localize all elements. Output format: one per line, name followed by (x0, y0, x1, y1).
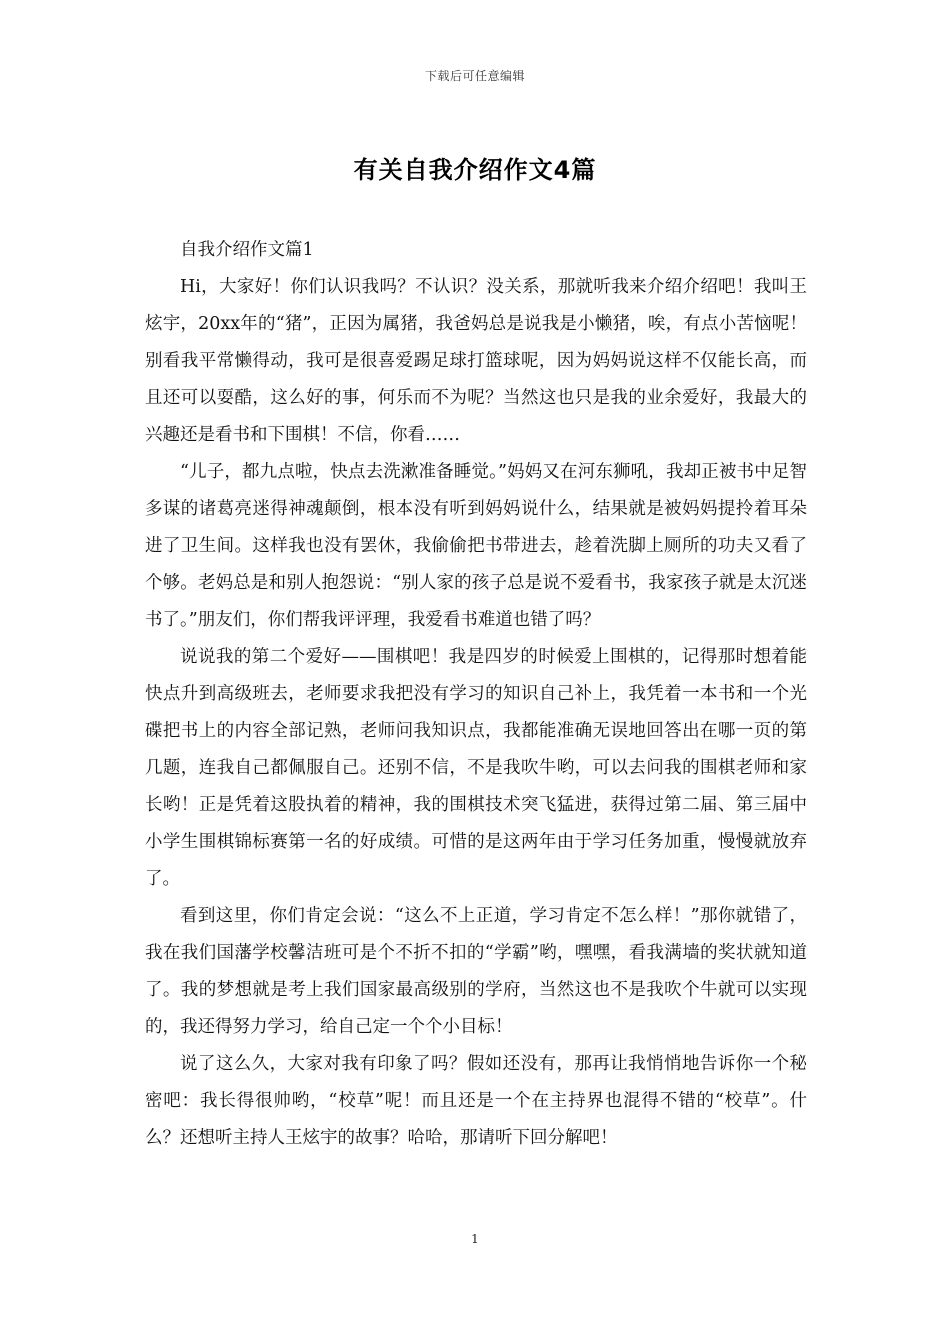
paragraph: 说了这么久，大家对我有印象了吗？假如还没有，那再让我悄悄地告诉你一个秘密吧：我长得很帅哟，“校草”呢！而且还是一个在主持界也混得不错的“校草”。什么？还想听主持人王炫宇的故事？哈哈，那请听下回分解吧！ (145, 1054, 807, 1148)
paragraph: Hi，大家好！你们认识我吗？不认识？没关系，那就听我来介绍介绍吧！我叫王炫宇，20xx年的“猪”，正因为属猪，我爸妈总是说我是小懒猪，唉，有点小苦恼呢！别看我平常懒得动，我可是很喜爱踢足球打篮球呢，因为妈妈说这样不仅能长高，而且还可以耍酷，这么好的事，何乐而不为呢？当然这也只是我的业余爱好，我最大的兴趣还是看书和下围棋！不信，你看…… (145, 277, 807, 445)
document-title: 有关自我介绍作文4篇 (353, 156, 597, 184)
paragraph: 说说我的第二个爱好——围棋吧！我是四岁的时候爱上围棋的，记得那时想着能快点升到高级班去，老师要求我把没有学习的知识自己补上，我凭着一本书和一个光碟把书上的内容全部记熟，老师问我知识点，我都能准确无误地回答出在哪一页的第几题，连我自己都佩服自己。还别不信，不是我吹牛哟，可以去问我的围棋老师和家长哟！正是凭着这股执着的精神，我的围棋技术突飞猛进，获得过第二届、第三届中小学生围棋锦标赛第一名的好成绩。可惜的是这两年由于学习任务加重，慢慢就放弃了。 (145, 647, 807, 889)
header-note: 下载后可任意编辑 (424, 69, 525, 83)
page-number: 1 (471, 1232, 479, 1246)
paragraph: “儿子，都九点啦，快点去洗漱准备睡觉。”妈妈又在河东狮吼，我却正被书中足智多谋的诸葛亮迷得神魂颠倒，根本没有听到妈妈说什么，结果就是被妈妈提拎着耳朵进了卫生间。这样我也没有罢休，我偷偷把书带进去，趁着洗脚上厕所的功夫又看了个够。老妈总是和别人抱怨说：“别人家的孩子总是说不爱看书，我家孩子就是太沉迷书了。”朋友们，你们帮我评评理，我爱看书难道也错了吗？ (145, 462, 807, 630)
section-heading: 自我介绍作文篇1 (180, 240, 314, 260)
paragraph: 看到这里，你们肯定会说：“这么不上正道，学习肯定不怎么样！”那你就错了，我在我们国藩学校馨洁班可是个不折不扣的“学霸”哟，嘿嘿，看我满墙的奖状就知道了。我的梦想就是考上我们国家最高级别的学府，当然这也不是我吹个牛就可以实现的，我还得努力学习，给自己定一个个小目标！ (145, 906, 807, 1037)
document-body (145, 232, 807, 1157)
